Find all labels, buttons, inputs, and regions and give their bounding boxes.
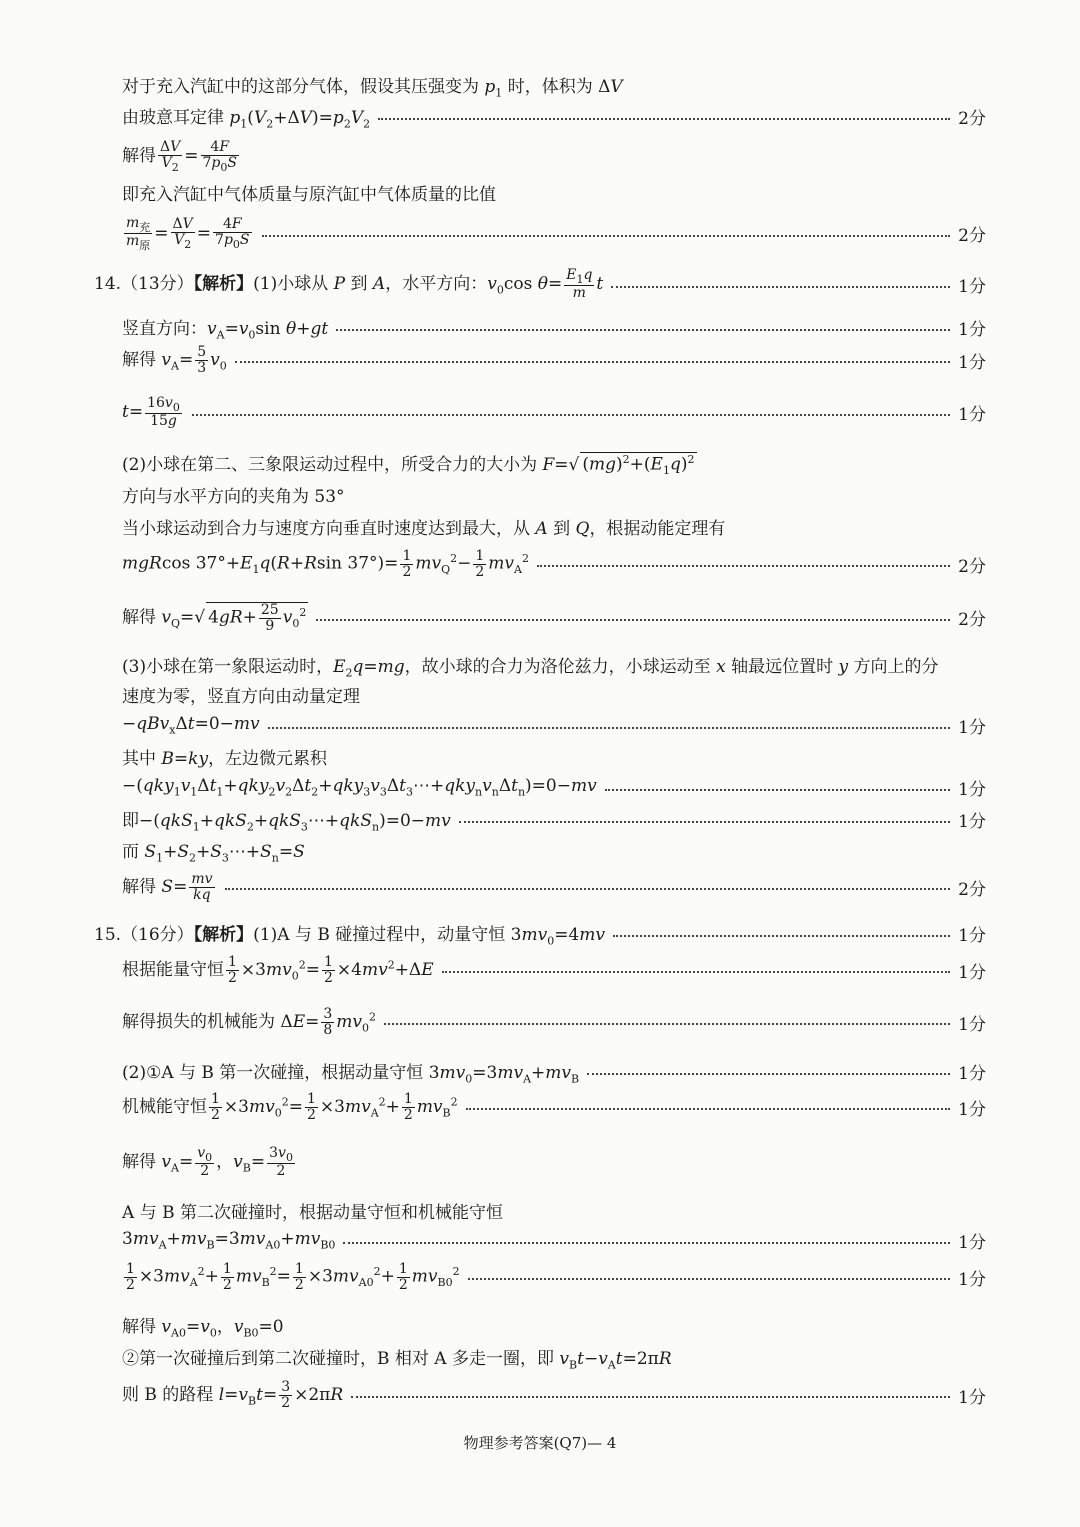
answer-line: 而 $S_1+S_2+S_3\cdots+S_n=S$	[122, 842, 305, 865]
answer-line: 竖直方向：$v_A=v_0\sin$ θ+gt 1分	[122, 314, 986, 341]
leader-dots	[262, 235, 951, 237]
score: 1分	[958, 1387, 986, 1408]
score: 1分	[958, 1099, 986, 1120]
page-footer: 物理参考答案(Q7)— 4	[463, 1434, 617, 1452]
answer-line: 解得 $v_{A0}=v_0$，$v_{B0}=0$	[122, 1317, 284, 1340]
score: 1分	[958, 1064, 986, 1085]
score: 1分	[958, 277, 986, 298]
score: 1分	[958, 405, 986, 426]
leader-dots	[611, 286, 950, 288]
score: 1分	[958, 962, 986, 983]
leader-dots	[336, 329, 950, 331]
answer-line: 方向与水平方向的夹角为 53°	[122, 487, 345, 507]
answer-line: 当小球运动到合力与速度方向垂直时速度达到最大，从 A 到 Q，根据动能定理有	[122, 519, 726, 539]
answer-line: 机械能守恒 $\frac{1}{2}$ $\times 3mv_0^2=$ $\frac{1}{2}$ $\times 3mv_A^2+$ $\frac{1}{2}$ $mv_B^2$ 1分	[122, 1091, 986, 1123]
score: 2分	[958, 109, 986, 130]
answer-line: $m_充$ $m_原$ = $\frac{\Delta V}{V_2}$ = $\frac{4F}{7p_0S}$ 2分	[126, 215, 986, 253]
score: 1分	[958, 1014, 986, 1035]
answer-line: 由玻意耳定律 $p_1(V_2+\Delta V)=p_2V_2$ 2分	[122, 103, 986, 130]
answer-line: t= $\frac{16v_0}{15g}$ 1分	[122, 395, 986, 430]
answer-line: 解得 $v_Q=√$ 4gR+ $\frac{25}{9}$ $v_0^2$ 2分	[122, 602, 986, 634]
answer-line: $\frac{1}{2}$ $\times 3mv_A^2+$ $\frac{1}{2}$ $mv_B^2=$ $\frac{1}{2}$ $\times 3mv_{A0}^2+$ $\frac{1}{2}$ $mv_{B0}^2$ 1分	[126, 1261, 986, 1293]
leader-dots	[442, 971, 951, 973]
leader-dots	[466, 1108, 951, 1110]
score: 1分	[958, 320, 986, 341]
answer-line: 解得 S= $\frac{mv}{kq}$ 2分	[122, 871, 986, 903]
answer-line: 其中 B=ky，左边微元累积	[122, 749, 328, 769]
answer-line: $-(qky_1v_1\Delta t_1+qky_2v_2\Delta t_2+qky_3v_3\Delta t_3\cdots+qky_nv_n\Delta t_n)=0-mv$ 1分	[122, 776, 986, 800]
leader-dots	[378, 118, 950, 120]
leader-dots	[384, 1023, 950, 1025]
answer-line: ②第一次碰撞后到第二次碰撞时，B 相对 A 多走一圈，即 $v_Bt-v_At=2\pi R$	[122, 1349, 672, 1372]
score: 2分	[958, 610, 986, 631]
leader-dots	[316, 619, 950, 621]
leader-dots	[613, 935, 950, 937]
answer-line: 即−(qkS$_1$+qkS$_2$+qkS$_3$⋯+qkS$_n$)=0−mv 1分	[122, 806, 986, 833]
answer-line: (2)①A 与 B 第一次碰撞，根据动量守恒 $3mv_0=3mv_A+mv_B$ 1分	[122, 1058, 986, 1085]
score: 1分	[958, 1269, 986, 1290]
answer-line: 速度为零，竖直方向由动量定理	[122, 687, 360, 707]
leader-dots	[268, 727, 951, 729]
score: 1分	[958, 780, 986, 800]
answer-line: 即充入汽缸中气体质量与原汽缸中气体质量的比值	[122, 185, 496, 205]
answer-line: 根据能量守恒 $\frac{1}{2}$ $\times 3mv_0^2=$ $\frac{1}{2}$ $\times 4mv^2+\Delta E$ 1分	[122, 954, 986, 986]
score: 2分	[958, 556, 986, 577]
score: 2分	[958, 879, 986, 900]
leader-dots	[343, 1242, 950, 1244]
score: 1分	[958, 812, 986, 833]
answer-line: 解得 $v_A=$ $\frac{5}{3}$ $v_0$ 1分	[122, 344, 986, 376]
leader-dots	[192, 414, 950, 416]
score: 1分	[958, 1233, 986, 1253]
answer-line: 解得损失的机械能为 ΔE= $\frac{3}{8}$ $mv_0^2$ 1分	[122, 1006, 986, 1038]
answer-line: 解得 $v_A=$ $\frac{v_0}{2}$ ，$v_B=$ $\frac{3v_0}{2}$	[122, 1145, 293, 1180]
answer-line: 解得 $\frac{\Delta V}{V_2}$ = $\frac{4F}{7p_0S}$	[122, 139, 237, 174]
leader-dots	[351, 1396, 950, 1398]
answer-line: (3)小球在第一象限运动时，$E_2q=mg$，故小球的合力为洛伦兹力，小球运动至 x 轴最远位置时 y 方向上的分	[122, 657, 939, 680]
leader-dots	[537, 565, 950, 567]
answer-line: A 与 B 第二次碰撞时，根据动量守恒和机械能守恒	[122, 1203, 503, 1223]
question-15-heading: 15.（16分）【解析】(1)A 与 B 碰撞过程中，动量守恒 $3mv_0=4mv$ 1分	[122, 920, 986, 947]
answer-line: $3mv_A+mv_B=3mv_{A0}+mv_{B0}$ 1分	[122, 1229, 986, 1253]
score: 1分	[958, 352, 986, 373]
answer-line: 则 B 的路程 $l=v_Bt=$ $\frac{3}{2}$ ×2πR 1分	[122, 1379, 986, 1411]
score: 2分	[958, 226, 986, 247]
leader-dots	[468, 1278, 951, 1280]
answer-line: −qBv$_x$Δt=0−mv 1分	[122, 714, 986, 738]
score: 1分	[958, 718, 986, 738]
leader-dots	[235, 361, 950, 363]
answer-line: (2)小球在第二、三象限运动过程中，所受合力的大小为 F=√ $(mg)^2+(E_1q)^2$	[122, 453, 695, 478]
score: 1分	[958, 926, 986, 947]
leader-dots	[605, 789, 950, 791]
answer-line: 对于充入汽缸中的这部分气体，假设其压强变为 $p_1$ 时，体积为 ΔV	[122, 77, 623, 100]
leader-dots	[587, 1073, 950, 1075]
question-14-heading: 14.（13分）【解析】(1)小球从 P 到 A，水平方向：$v_0\cos$ θ= $\frac{E_1q}{m}$ t 1分	[94, 267, 986, 302]
answer-line: mgRcos $37^\circ+E_1q(R+Rsin$ 37°)= $\frac{1}{2}$ $mv_Q^2-$ $\frac{1}{2}$ $mv_A^2$ 2分	[122, 548, 986, 580]
leader-dots	[459, 821, 950, 823]
leader-dots	[225, 888, 951, 890]
